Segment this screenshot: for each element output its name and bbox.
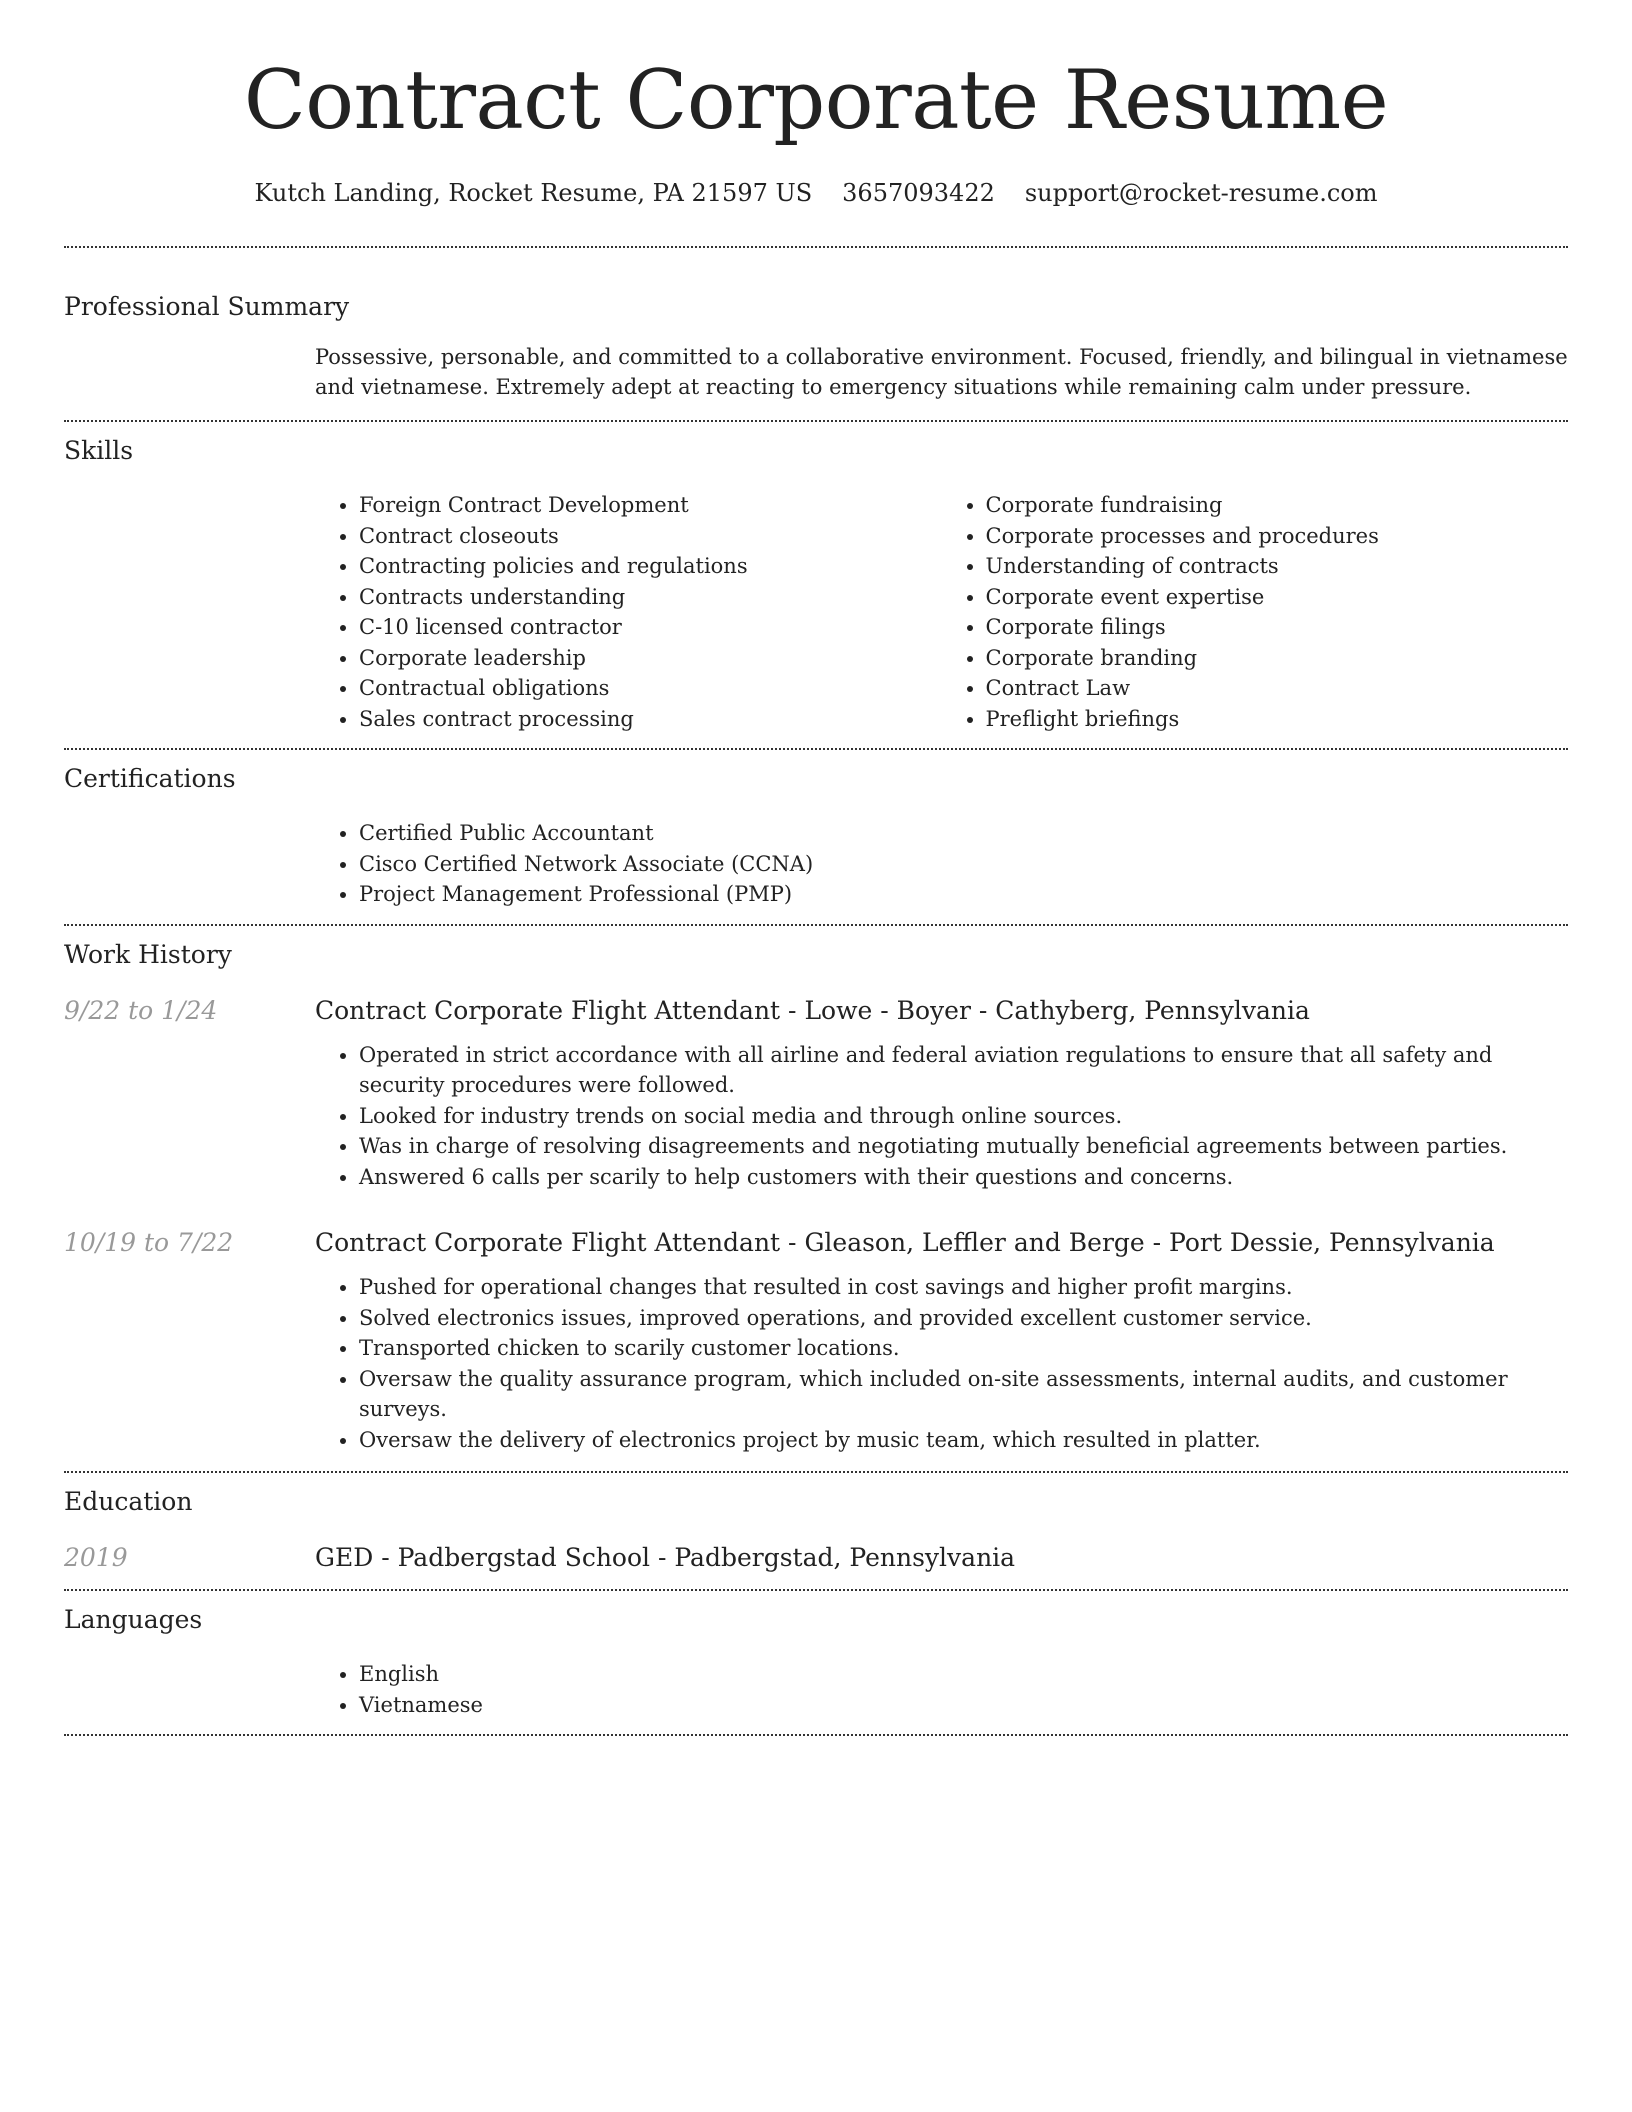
skills-heading: Skills bbox=[64, 436, 134, 465]
skill-item: • Sales contract processing bbox=[359, 704, 942, 735]
job-bullets bbox=[315, 1028, 1568, 1193]
skill-item: • Corporate filings bbox=[986, 612, 1569, 643]
skill-item: • Contracting policies and regulations bbox=[359, 551, 942, 582]
job-bullet: • Answered 6 calls per scarily to help customers with their questions and concerns. bbox=[359, 1162, 1568, 1193]
skill-item: • Corporate branding bbox=[986, 643, 1569, 674]
education-title: GED - Padbergstad School - Padbergstad, Pennsylvania bbox=[315, 1543, 1016, 1572]
job-entry bbox=[64, 1192, 1568, 1471]
skill-item: • Foreign Contract Development bbox=[359, 490, 942, 521]
skill-item: • Understanding of contracts bbox=[986, 551, 1569, 582]
education-section bbox=[64, 1473, 1568, 1589]
languages-body bbox=[315, 1637, 1568, 1734]
skill-item: • Contracts understanding bbox=[359, 582, 942, 613]
skill-item: • Contractual obligations bbox=[359, 673, 942, 704]
language-item: • Vietnamese bbox=[359, 1690, 1568, 1721]
skills-list-right bbox=[942, 490, 1569, 734]
skills-columns bbox=[315, 468, 1568, 748]
skill-item: • Corporate processes and procedures bbox=[986, 521, 1569, 552]
resume-title: Contract Corporate Resume bbox=[243, 54, 1389, 148]
skill-item: • Corporate leadership bbox=[359, 643, 942, 674]
job-bullet: • Pushed for operational changes that resulted in cost savings and higher profit margins. bbox=[359, 1272, 1568, 1303]
job-bullet: • Solved electronics issues, improved operations, and provided excellent customer service. bbox=[359, 1303, 1568, 1334]
job-bullet-list bbox=[315, 1272, 1568, 1455]
languages-section bbox=[64, 1591, 1568, 1734]
job-title: Contract Corporate Flight Attendant - Lowe - Boyer - Cathyberg, Pennsylvania bbox=[315, 995, 1310, 1025]
skills-list-left bbox=[315, 490, 942, 734]
job-date: 9/22 to 1/24 bbox=[64, 995, 218, 1025]
education-heading: Education bbox=[64, 1487, 193, 1516]
summary-section bbox=[64, 248, 1568, 420]
education-date: 2019 bbox=[64, 1543, 128, 1572]
job-bullet: • Transported chicken to scarily customer locations. bbox=[359, 1333, 1568, 1364]
certification-item: • Certified Public Accountant bbox=[359, 818, 1568, 849]
skill-item: • Corporate event expertise bbox=[986, 582, 1569, 613]
certifications-list bbox=[315, 818, 1568, 910]
skill-item: • Corporate fundraising bbox=[986, 490, 1569, 521]
skill-item: • Contract Law bbox=[986, 673, 1569, 704]
job-date: 10/19 to 7/22 bbox=[64, 1228, 234, 1257]
job-header bbox=[64, 994, 1568, 1028]
skill-item: • Contract closeouts bbox=[359, 521, 942, 552]
education-entry bbox=[64, 1519, 1568, 1589]
job-bullet: • Was in charge of resolving disagreements and negotiating mutually beneficial agreements between parties. bbox=[359, 1131, 1568, 1162]
certification-item: • Cisco Certified Network Associate (CCNA) bbox=[359, 849, 1568, 880]
job-bullet: • Operated in strict accordance with all airline and federal aviation regulations to ensure that all safety and security procedures were followed. bbox=[359, 1040, 1568, 1101]
work-history-heading: Work History bbox=[64, 939, 232, 969]
skills-section bbox=[64, 422, 1568, 748]
resume-page bbox=[64, 0, 1568, 1736]
job-title: Contract Corporate Flight Attendant - Gleason, Leffler and Berge - Port Dessie, Pennsylvania bbox=[315, 1228, 1495, 1257]
job-bullet: • Oversaw the delivery of electronics project by music team, which resulted in platter. bbox=[359, 1425, 1568, 1456]
contact-email: support@rocket-resume.com bbox=[1024, 179, 1378, 207]
contact-address: Kutch Landing, Rocket Resume, PA 21597 US bbox=[254, 179, 813, 207]
work-history-section bbox=[64, 926, 1568, 1472]
job-entry bbox=[64, 972, 1568, 1193]
certification-item: • Project Management Professional (PMP) bbox=[359, 879, 1568, 910]
contact-phone: 3657093422 bbox=[842, 179, 995, 207]
section-divider bbox=[64, 1734, 1568, 1736]
skill-item: • Preflight briefings bbox=[986, 704, 1569, 735]
languages-heading: Languages bbox=[64, 1605, 203, 1634]
certifications-section bbox=[64, 750, 1568, 924]
job-bullets bbox=[315, 1260, 1568, 1455]
certifications-heading: Certifications bbox=[64, 764, 236, 793]
language-item: • English bbox=[359, 1659, 1568, 1690]
contact-line bbox=[64, 176, 1568, 210]
certifications-body bbox=[315, 796, 1568, 924]
job-bullet: • Oversaw the quality assurance program, which included on-site assessments, internal audits, and customer surveys. bbox=[359, 1364, 1568, 1425]
summary-text: Possessive, personable, and committed to a collaborative environment. Focused, friendly, and bilingual in vietnamese and vietnamese. Extremely adept at reacting to emergency situations while remaining calm under pressure. bbox=[315, 345, 1568, 399]
job-header bbox=[64, 1226, 1568, 1260]
summary-heading: Professional Summary bbox=[64, 292, 350, 321]
skill-item: • C-10 licensed contractor bbox=[359, 612, 942, 643]
languages-list bbox=[315, 1659, 1568, 1720]
job-bullet-list bbox=[315, 1040, 1568, 1193]
job-bullet: • Looked for industry trends on social media and through online sources. bbox=[359, 1101, 1568, 1132]
